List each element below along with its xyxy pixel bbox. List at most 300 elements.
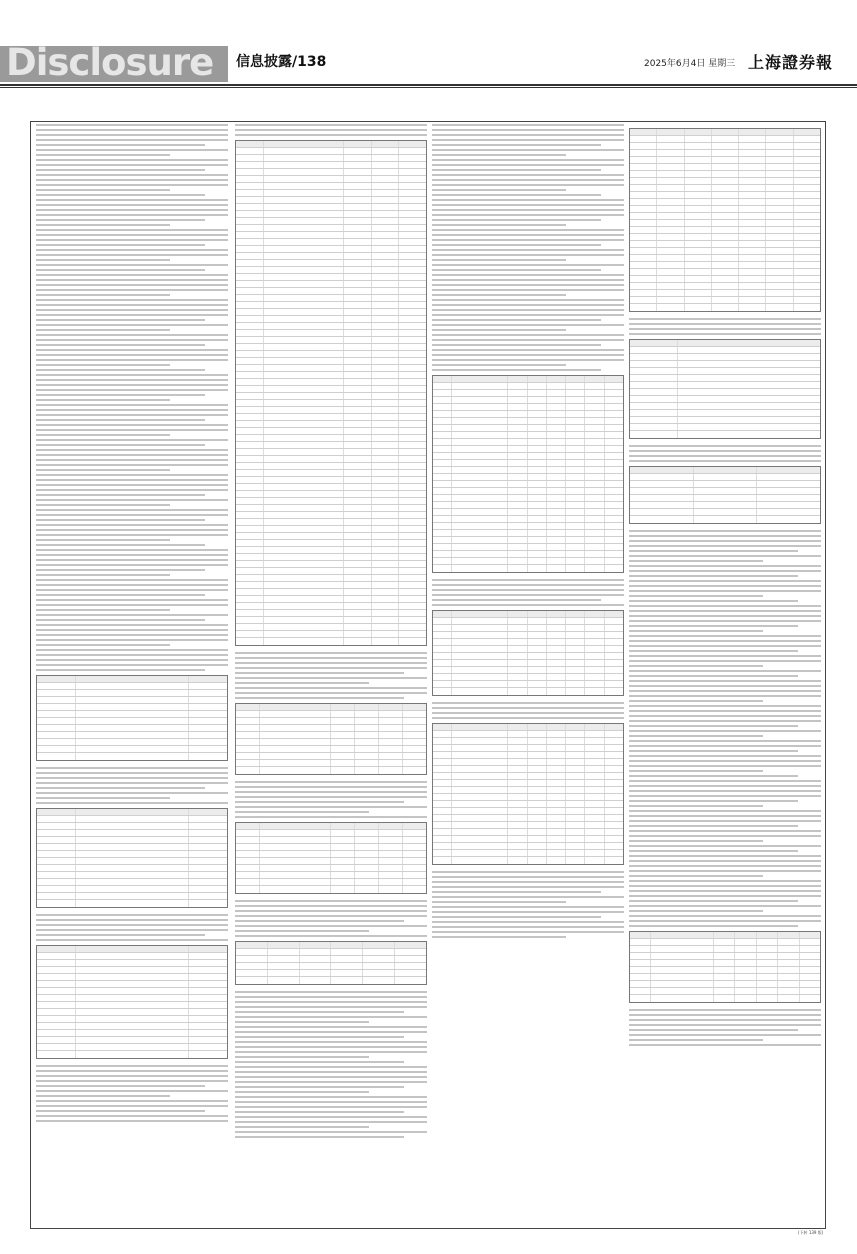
table-cell xyxy=(685,150,712,156)
table-cell xyxy=(344,498,372,504)
table-cell xyxy=(399,463,426,469)
table-cell xyxy=(403,739,426,745)
text-line xyxy=(36,279,228,281)
table-cell xyxy=(794,304,820,311)
table-row xyxy=(630,143,820,150)
table-cell xyxy=(189,704,227,710)
text-line xyxy=(235,791,427,793)
table-cell xyxy=(566,495,585,501)
table-cell xyxy=(566,632,585,638)
table-cell xyxy=(264,351,345,357)
table-cell xyxy=(630,354,678,360)
table-row xyxy=(236,617,426,624)
table-cell xyxy=(189,837,227,843)
table-cell xyxy=(236,246,264,252)
table-cell xyxy=(585,850,604,856)
table-cell xyxy=(452,822,508,828)
table-cell xyxy=(37,946,76,952)
text-line xyxy=(432,164,624,166)
table-cell xyxy=(399,148,426,154)
table-cell xyxy=(37,1051,76,1058)
table-cell xyxy=(189,1037,227,1043)
table-cell xyxy=(757,960,778,966)
text-line xyxy=(629,920,821,922)
table-cell xyxy=(508,509,527,515)
table-cell xyxy=(585,432,604,438)
text-line xyxy=(36,224,170,226)
text-line xyxy=(432,584,624,586)
table-cell xyxy=(355,858,379,864)
table-row xyxy=(433,453,623,460)
table-cell xyxy=(344,631,372,637)
text-line xyxy=(629,760,821,762)
table-cell xyxy=(712,164,739,170)
table-row xyxy=(630,157,820,164)
table-cell xyxy=(528,537,547,543)
table-cell xyxy=(528,411,547,417)
table-row xyxy=(37,837,227,844)
table-cell xyxy=(372,365,400,371)
table-cell xyxy=(264,281,345,287)
text-line xyxy=(36,1075,228,1077)
masthead xyxy=(0,0,857,90)
table-cell xyxy=(433,537,452,543)
table-cell xyxy=(372,617,400,623)
text-line xyxy=(36,269,205,271)
table-cell xyxy=(372,253,400,259)
table-cell xyxy=(264,358,345,364)
table-cell xyxy=(712,255,739,261)
table-cell xyxy=(236,162,264,168)
table-cell xyxy=(264,435,345,441)
table-cell xyxy=(585,460,604,466)
table-row xyxy=(37,893,227,900)
table-cell xyxy=(433,759,452,765)
table-cell xyxy=(433,857,452,864)
text-line xyxy=(432,344,601,346)
table-cell xyxy=(508,495,527,501)
table-cell xyxy=(585,411,604,417)
table-cell xyxy=(528,836,547,842)
table-row xyxy=(236,169,426,176)
table-row xyxy=(630,481,820,488)
table-cell xyxy=(236,344,264,350)
text-line xyxy=(36,209,228,211)
table-row xyxy=(630,967,820,974)
table-cell xyxy=(757,967,778,973)
table-cell xyxy=(236,596,264,602)
table-row xyxy=(236,589,426,596)
text-line xyxy=(432,931,624,933)
table-cell xyxy=(694,467,758,473)
table-row xyxy=(630,502,820,509)
table-cell xyxy=(399,183,426,189)
table-cell xyxy=(452,745,508,751)
table-row xyxy=(236,400,426,407)
table-cell xyxy=(547,544,566,550)
text-line xyxy=(235,801,404,803)
table-cell xyxy=(547,639,566,645)
table-cell xyxy=(528,446,547,452)
table-cell xyxy=(452,558,508,564)
text-line xyxy=(235,915,427,917)
text-line xyxy=(36,499,228,501)
table-cell xyxy=(800,960,820,966)
table-cell xyxy=(331,837,355,843)
table-cell xyxy=(344,176,372,182)
table-cell xyxy=(189,865,227,871)
table-cell xyxy=(433,376,452,382)
table-cell xyxy=(372,204,400,210)
text-line xyxy=(36,1115,228,1117)
table-cell xyxy=(566,724,585,730)
table-cell xyxy=(528,530,547,536)
table-cell xyxy=(605,815,623,821)
table-cell xyxy=(260,865,330,871)
table-cell xyxy=(189,732,227,738)
text-line xyxy=(235,1056,369,1058)
table-cell xyxy=(585,857,604,864)
table-cell xyxy=(452,411,508,417)
table-cell xyxy=(678,424,820,430)
table-cell xyxy=(566,660,585,666)
table-cell xyxy=(37,974,76,980)
table-cell xyxy=(605,660,623,666)
table-row xyxy=(37,858,227,865)
table-row xyxy=(236,379,426,386)
table-row xyxy=(433,787,623,794)
table-cell xyxy=(372,526,400,532)
table-cell xyxy=(189,746,227,752)
table-row xyxy=(236,725,426,732)
table-cell xyxy=(508,787,527,793)
table-cell xyxy=(800,995,820,1002)
table-row xyxy=(433,639,623,646)
table-cell xyxy=(379,767,403,774)
table-cell xyxy=(685,143,712,149)
table-cell xyxy=(189,1051,227,1058)
table-cell xyxy=(508,516,527,522)
table-cell xyxy=(657,178,684,184)
table-cell xyxy=(189,900,227,907)
table-cell xyxy=(651,967,713,973)
text-line xyxy=(629,333,821,335)
table-cell xyxy=(344,456,372,462)
table-cell xyxy=(566,625,585,631)
text-line xyxy=(235,697,404,699)
text-line xyxy=(36,324,228,326)
table-cell xyxy=(331,746,355,752)
table-cell xyxy=(778,932,799,938)
text-line xyxy=(235,687,427,689)
text-line xyxy=(36,549,228,551)
table-row xyxy=(433,397,623,404)
table-cell xyxy=(712,185,739,191)
text-line xyxy=(235,1021,369,1023)
table-cell xyxy=(508,850,527,856)
text-line xyxy=(629,560,763,562)
table-cell xyxy=(630,276,657,282)
table-cell xyxy=(452,752,508,758)
table-cell xyxy=(657,171,684,177)
table-cell xyxy=(403,823,426,829)
text-line xyxy=(36,139,228,141)
table-row xyxy=(236,732,426,739)
table-cell xyxy=(372,589,400,595)
table-cell xyxy=(433,667,452,673)
table-cell xyxy=(372,477,400,483)
table-cell xyxy=(264,379,345,385)
table-cell xyxy=(37,1023,76,1029)
table-cell xyxy=(395,970,426,976)
table-cell xyxy=(508,544,527,550)
table-cell xyxy=(585,731,604,737)
table-row xyxy=(236,337,426,344)
text-line xyxy=(629,445,821,447)
table-cell xyxy=(585,618,604,624)
table-row xyxy=(433,474,623,481)
table-row xyxy=(630,178,820,185)
table-cell xyxy=(372,288,400,294)
text-line xyxy=(235,1031,427,1033)
table-cell xyxy=(585,759,604,765)
table-cell xyxy=(399,141,426,147)
table-cell xyxy=(236,400,264,406)
table-cell xyxy=(766,206,793,212)
table-cell xyxy=(508,404,527,410)
table-row xyxy=(630,431,820,438)
table-cell xyxy=(236,435,264,441)
table-cell xyxy=(264,463,345,469)
table-cell xyxy=(452,530,508,536)
table-cell xyxy=(236,379,264,385)
table-cell xyxy=(344,148,372,154)
text-line xyxy=(432,891,601,893)
table-cell xyxy=(189,974,227,980)
text-line xyxy=(36,129,228,131)
text-line xyxy=(432,129,624,131)
table-cell xyxy=(76,900,190,907)
table-cell xyxy=(372,344,400,350)
table-cell xyxy=(712,297,739,303)
table-cell xyxy=(757,939,778,945)
table-cell xyxy=(766,185,793,191)
table-cell xyxy=(236,148,264,154)
table-cell xyxy=(189,739,227,745)
table-cell xyxy=(452,453,508,459)
table-row xyxy=(433,558,623,565)
table-cell xyxy=(757,988,778,994)
table-row xyxy=(236,746,426,753)
table-cell xyxy=(399,225,426,231)
data-table xyxy=(629,339,821,439)
table-cell xyxy=(714,932,735,938)
table-cell xyxy=(605,836,623,842)
table-cell xyxy=(236,463,264,469)
table-cell xyxy=(236,337,264,343)
table-row xyxy=(433,551,623,558)
table-cell xyxy=(344,393,372,399)
table-cell xyxy=(236,232,264,238)
table-cell xyxy=(452,660,508,666)
table-cell xyxy=(399,162,426,168)
text-line xyxy=(629,323,821,325)
table-row xyxy=(37,851,227,858)
table-cell xyxy=(685,255,712,261)
table-cell xyxy=(372,561,400,567)
table-cell xyxy=(605,681,623,687)
table-cell xyxy=(236,858,260,864)
table-row xyxy=(433,794,623,801)
table-row xyxy=(236,253,426,260)
table-cell xyxy=(585,787,604,793)
table-cell xyxy=(605,502,623,508)
table-cell xyxy=(757,495,820,501)
table-cell xyxy=(630,136,657,142)
text-line xyxy=(36,189,170,191)
text-line xyxy=(235,925,427,927)
table-cell xyxy=(585,530,604,536)
text-line xyxy=(36,194,205,196)
table-cell xyxy=(236,879,260,885)
table-row xyxy=(630,283,820,290)
table-cell xyxy=(344,225,372,231)
table-cell xyxy=(236,589,264,595)
table-cell xyxy=(452,836,508,842)
table-cell xyxy=(508,618,527,624)
table-cell xyxy=(508,611,527,617)
table-cell xyxy=(778,974,799,980)
table-cell xyxy=(399,533,426,539)
table-cell xyxy=(300,949,332,955)
table-row xyxy=(37,879,227,886)
text-line xyxy=(629,1014,821,1016)
text-line xyxy=(432,881,624,883)
table-cell xyxy=(757,974,778,980)
table-cell xyxy=(189,809,227,815)
table-cell xyxy=(766,276,793,282)
table-cell xyxy=(189,981,227,987)
text-line xyxy=(36,449,228,451)
header-rule xyxy=(0,84,857,86)
table-cell xyxy=(403,858,426,864)
table-row xyxy=(37,830,227,837)
table-cell xyxy=(344,512,372,518)
table-cell xyxy=(585,418,604,424)
table-cell xyxy=(685,206,712,212)
table-cell xyxy=(236,956,268,962)
text-line xyxy=(36,504,170,506)
table-cell xyxy=(372,484,400,490)
table-cell xyxy=(508,773,527,779)
text-line xyxy=(629,1044,821,1046)
table-cell xyxy=(76,837,190,843)
table-cell xyxy=(355,767,379,774)
table-cell xyxy=(189,844,227,850)
table-cell xyxy=(403,851,426,857)
table-cell xyxy=(566,488,585,494)
table-cell xyxy=(260,844,330,850)
table-cell xyxy=(76,995,190,1001)
table-cell xyxy=(547,738,566,744)
text-line xyxy=(432,304,624,306)
table-row xyxy=(236,309,426,316)
table-cell xyxy=(399,624,426,630)
table-cell xyxy=(766,234,793,240)
text-line xyxy=(36,229,228,231)
table-cell xyxy=(547,836,566,842)
table-cell xyxy=(264,225,345,231)
table-row xyxy=(630,488,820,495)
table-cell xyxy=(433,681,452,687)
table-cell xyxy=(547,502,566,508)
text-line xyxy=(432,354,624,356)
table-row xyxy=(433,801,623,808)
table-cell xyxy=(399,547,426,553)
table-row xyxy=(236,858,426,865)
table-cell xyxy=(331,956,363,962)
table-row xyxy=(236,739,426,746)
table-cell xyxy=(189,1044,227,1050)
table-cell xyxy=(714,939,735,945)
table-cell xyxy=(585,425,604,431)
text-line xyxy=(235,811,369,813)
table-cell xyxy=(735,953,756,959)
table-cell xyxy=(264,638,345,645)
table-row xyxy=(630,185,820,192)
table-cell xyxy=(344,638,372,645)
table-row xyxy=(236,970,426,977)
table-cell xyxy=(452,432,508,438)
table-cell xyxy=(528,681,547,687)
table-cell xyxy=(566,446,585,452)
table-row xyxy=(236,407,426,414)
table-row xyxy=(236,456,426,463)
table-row xyxy=(236,631,426,638)
table-cell xyxy=(236,760,260,766)
table-cell xyxy=(630,939,651,945)
table-row xyxy=(236,218,426,225)
table-cell xyxy=(528,646,547,652)
table-cell xyxy=(794,297,820,303)
table-cell xyxy=(757,953,778,959)
table-row xyxy=(433,404,623,411)
table-cell xyxy=(605,829,623,835)
table-cell xyxy=(236,963,268,969)
table-cell xyxy=(236,302,264,308)
table-cell xyxy=(657,227,684,233)
table-row xyxy=(236,484,426,491)
table-row xyxy=(236,197,426,204)
table-row xyxy=(630,136,820,143)
table-row xyxy=(433,537,623,544)
text-line xyxy=(629,780,821,782)
table-row xyxy=(236,540,426,547)
table-cell xyxy=(399,491,426,497)
text-line xyxy=(36,374,228,376)
table-cell xyxy=(766,297,793,303)
text-line xyxy=(432,599,601,601)
table-cell xyxy=(433,724,452,730)
table-cell xyxy=(300,956,332,962)
table-cell xyxy=(547,794,566,800)
table-row xyxy=(630,368,820,375)
table-cell xyxy=(528,481,547,487)
table-cell xyxy=(605,646,623,652)
table-cell xyxy=(547,376,566,382)
table-cell xyxy=(372,428,400,434)
text-line xyxy=(235,1016,427,1018)
